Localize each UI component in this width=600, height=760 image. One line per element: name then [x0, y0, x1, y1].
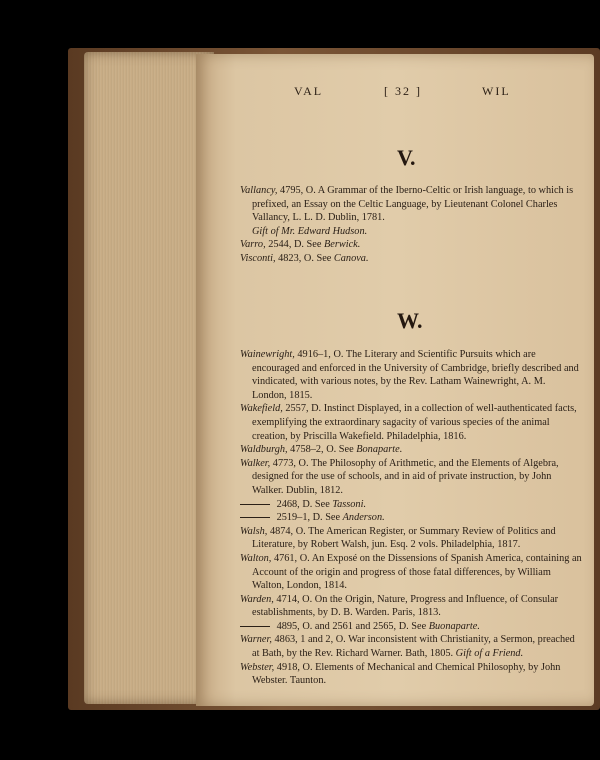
entry-webster: Webster, 4918, O. Elements of Mechanical and Chemical Philosophy, by John Webster. Taunton. [240, 661, 561, 687]
ditto-dash [240, 626, 270, 627]
entry-walsh: Walsh, 4874, O. The American Register, or Summary Review of Politics and Literature, by Robert Walsh, jun. Esq. 2 vols. Philadelphia, 1817. [240, 525, 556, 551]
entry-varro: Varro, 2544, D. See Berwick. [240, 239, 361, 251]
section-letter-v: V. [397, 145, 416, 170]
entry-walker: Walker, 4773, O. The Philosophy of Arithmetic, and the Elements of Algebra, designed for the use of schools, and in aid of private instruction, by John Walker. Dublin, 1812. [240, 457, 559, 496]
page-edges [84, 52, 214, 704]
ditto-dash [240, 504, 270, 505]
running-head-left: VAL [294, 84, 324, 98]
entry-warden: Warden, 4714, O. On the Origin, Nature, Progress and Influence, of Consular establishments, by D. B. Warden. Paris, 1813. [240, 593, 559, 619]
entry-waldburgh: Waldburgh, 4758–2, O. See Bonaparte. [240, 444, 403, 456]
entry-walker-2468: 2468, D. See Tassoni. [240, 498, 582, 512]
section-w-entries [240, 348, 582, 688]
entry-walker-2519: 2519–1, D. See Anderson. [240, 511, 582, 525]
ditto-dash [240, 517, 270, 518]
entry-warner: Warner, 4863, 1 and 2, O. War inconsistent with Christianity, a Sermon, preached at Bath, by the Rev. Richard Warner. Bath, 1805. Gift of a Friend. [240, 634, 575, 660]
entry-walton: Walton, 4761, O. An Exposé on the Dissensions of Spanish America, containing an Account of the origin and progress of those fatal differences, by William Walton, London, 1814. [240, 552, 582, 592]
entry-wakefield: Wakefield, 2557, D. Instinct Displayed, in a collection of well-authenticated facts, exemplifying the extraordinary sagacity of various species of the animal creation, by Priscilla Wakefield. Philadelphia, 1816. [240, 403, 577, 442]
running-head-right: WIL [482, 84, 511, 98]
entry-visconti: Visconti, 4823, O. See Canova. [240, 252, 369, 264]
section-letter-w: W. [397, 308, 423, 333]
page-number: [ 32 ] [384, 84, 422, 98]
entry-wainewright: Wainewright, 4916–1, O. The Literary and Scientific Pursuits which are encouraged and enforced in the University of Cambridge, briefly described and vindicated, with various notes, by the Rev. Latham Wainewright, A. M. London, 1815. [240, 349, 579, 401]
section-v-entries [240, 184, 582, 266]
entry-warden-4895: 4895, O. and 2561 and 2565, D. See Buonaparte. [240, 620, 582, 634]
entry-vallancy: Vallancy, 4795, O. A Grammar of the Iberno-Celtic or Irish language, to which is prefixed, an Essay on the Celtic Language, by Lieutenant Colonel Charles Vallancy, L. L. D. Dublin, 1781. Gift of Mr. Edward Hudson. [240, 185, 574, 237]
